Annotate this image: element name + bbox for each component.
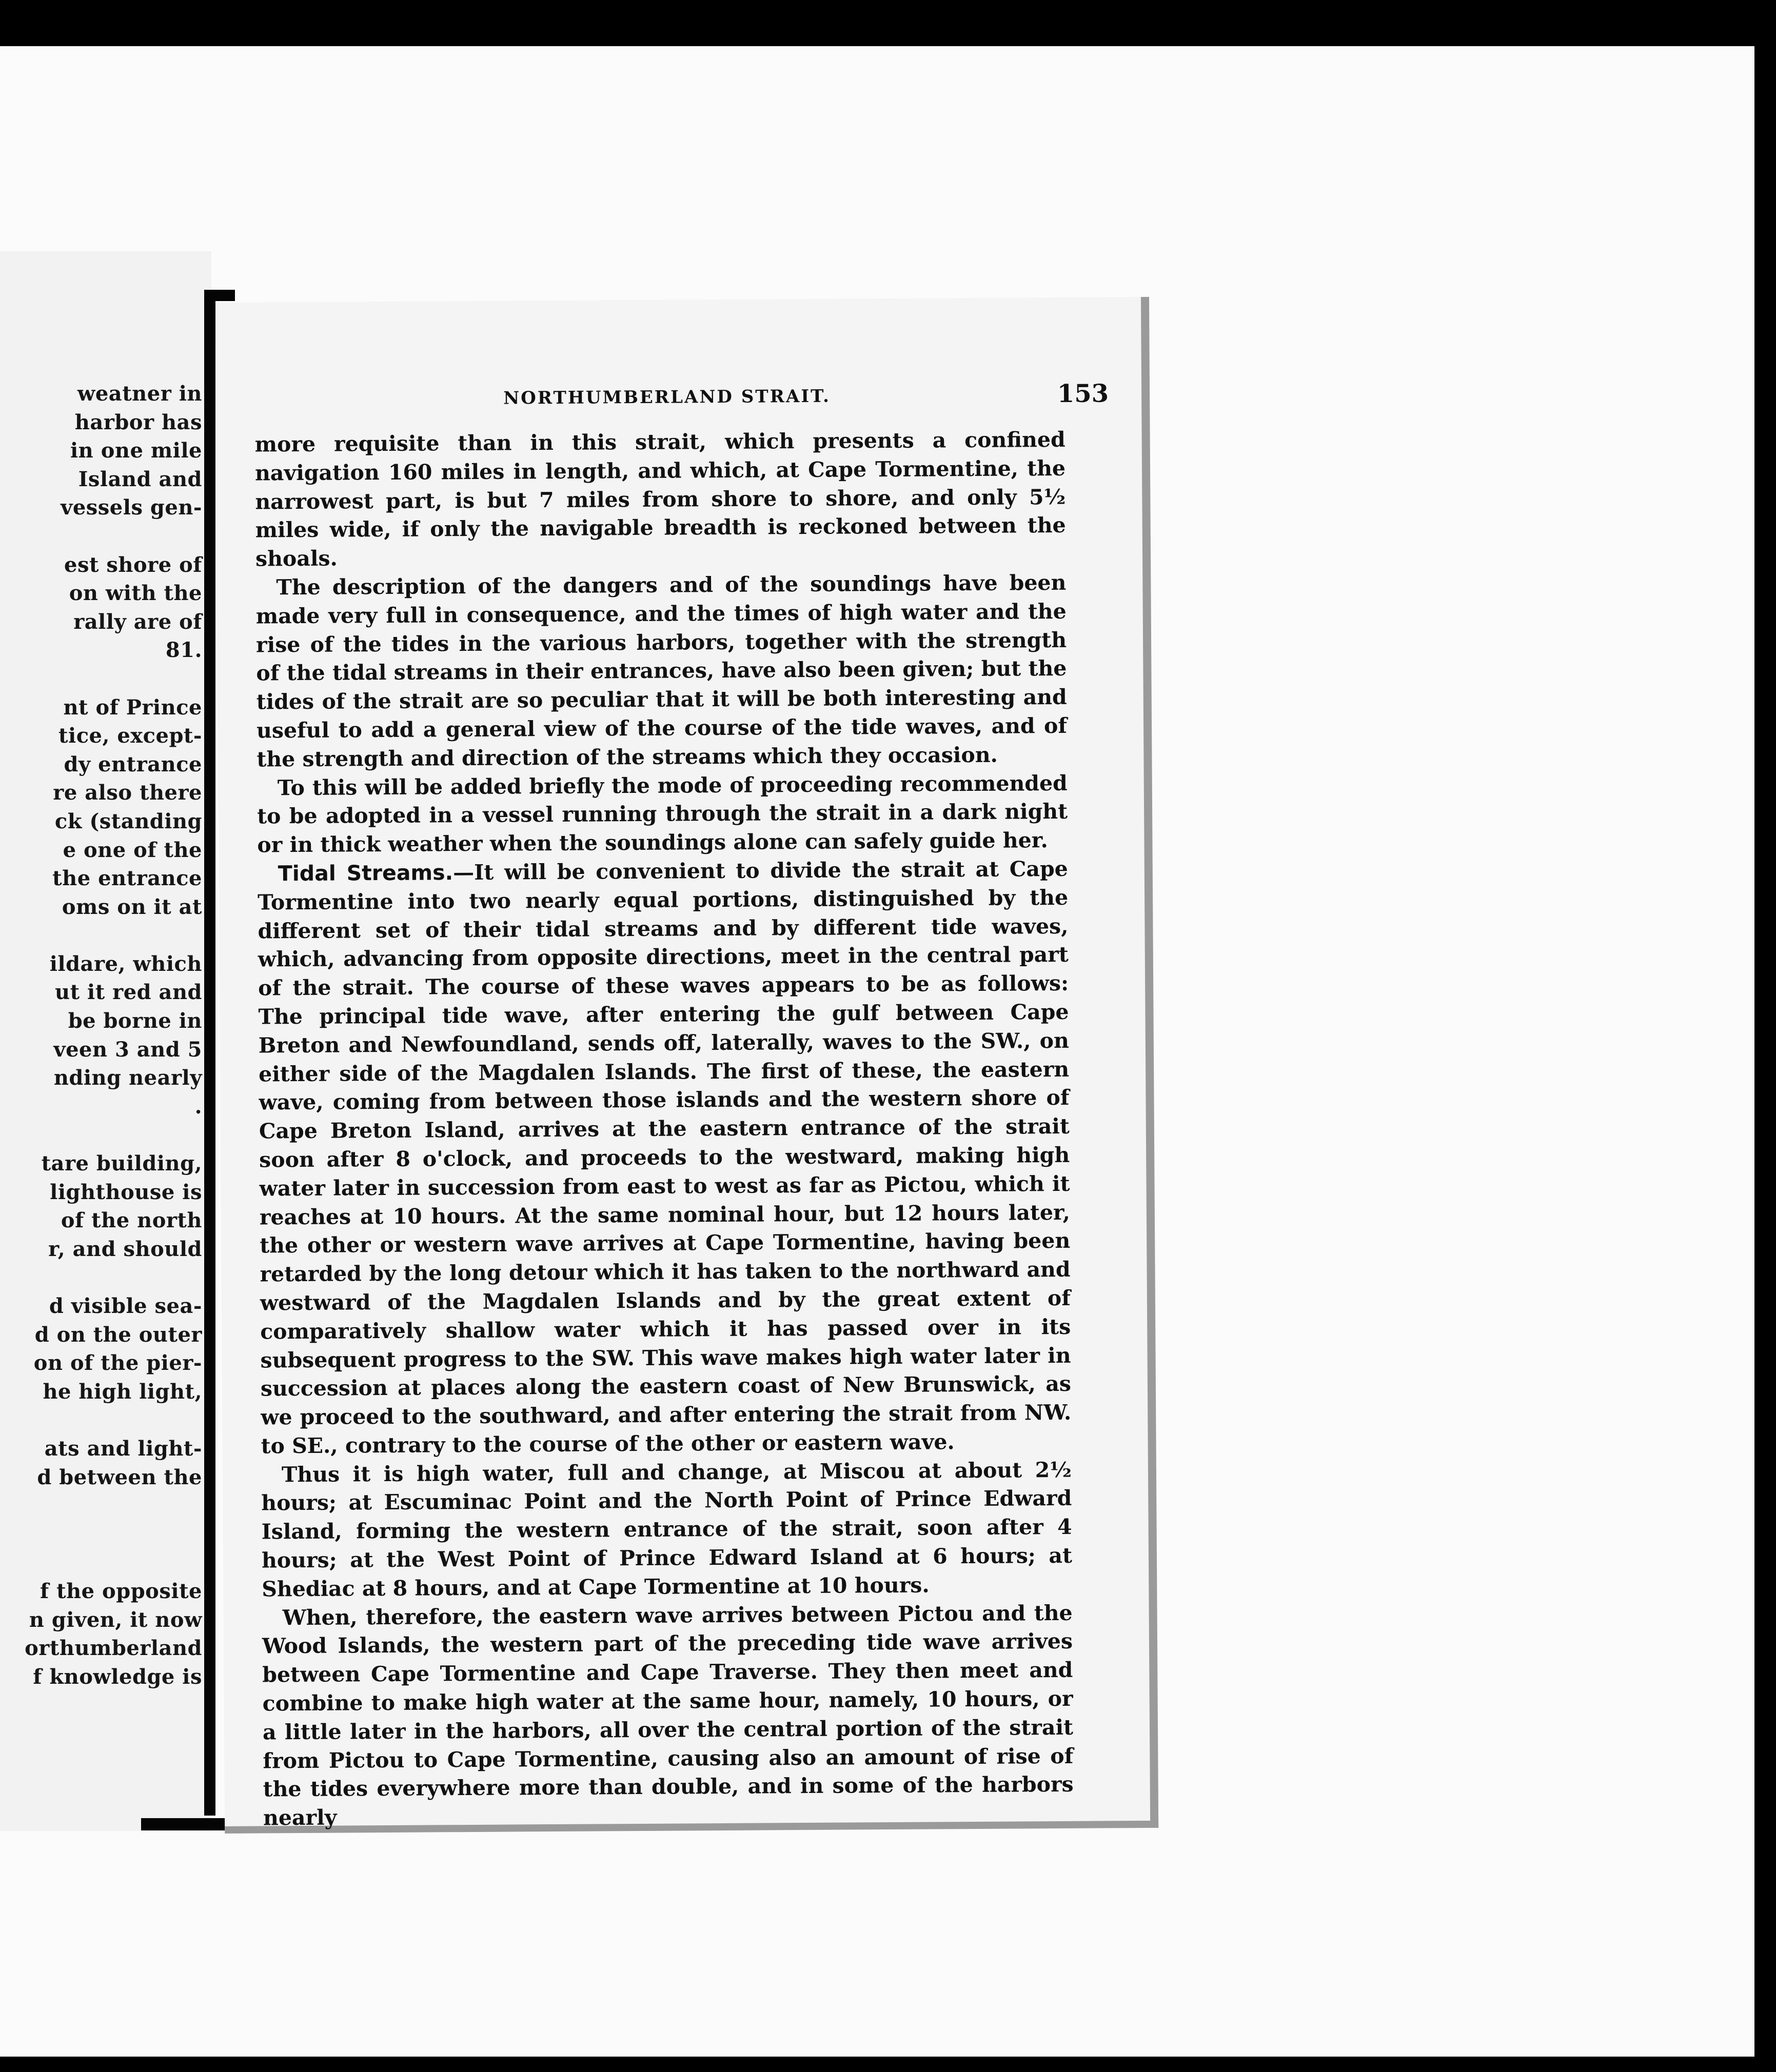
section-heading: Tidal Streams.: [278, 860, 453, 886]
left-line: on with the: [69, 581, 202, 606]
left-line-gap: [0, 665, 202, 693]
right-page: [215, 297, 1158, 1834]
page-number: 153: [1057, 379, 1109, 408]
left-line: be borne in: [68, 1009, 202, 1033]
left-line: est shore of: [64, 552, 202, 577]
left-line-gap: [0, 1406, 202, 1435]
left-line: orthumberland: [25, 1636, 202, 1661]
left-line: ildare, which: [49, 951, 202, 976]
left-line: he high light,: [43, 1379, 202, 1404]
left-line: n given, it now: [29, 1607, 202, 1632]
left-line-gap: [0, 921, 202, 950]
page-header: [216, 379, 1119, 421]
paragraph: The description of the dangers and of the soundings have been made very full in consequence, and the times of high water and the rise of the tides in the various harbors, together with the strength of the tidal streams in their entrances, have also been given; but the tides of the strait are so peculiar that it will be both interesting and useful to add a general view of the course of the tide waves, and of the strength and direction of the streams which they occasion.: [255, 570, 1068, 772]
left-line-gap: [0, 1491, 202, 1520]
left-line: f the opposite: [40, 1579, 202, 1603]
left-line: oms on it at: [62, 894, 202, 919]
paragraph: Thus it is high water, full and change, at Miscou at about 2½ hours; at Escuminac Point and the North Point of Prince Edward Island, forming the western entrance of the strait, soon after 4 hours; at the West Point of Prince Edward Island at 6 hours; at Shediac at 8 hours, and at Cape Tormentine at 10 hours.: [261, 1457, 1073, 1602]
left-line: nding nearly: [53, 1066, 202, 1090]
left-line: harbor has: [74, 410, 202, 434]
left-line: .: [194, 1094, 202, 1119]
left-line-gap: [0, 1263, 202, 1292]
left-line: rally are of: [73, 609, 202, 634]
left-line: lighthouse is: [50, 1180, 202, 1204]
left-line: tice, except-: [58, 724, 202, 748]
left-line: re also there: [53, 781, 202, 805]
left-line-gap: [0, 1548, 202, 1577]
left-line: e one of the: [63, 838, 202, 862]
paragraph: To this will be added briefly the mode of proceeding recommended to be adopted in a vessel running through the strait in a dark night or in thick weather when the soundings alone can safely guide her.: [256, 770, 1068, 858]
left-line: d between the: [37, 1465, 202, 1489]
left-line: ats and light-: [44, 1436, 202, 1461]
paragraph: When, therefore, the eastern wave arrives between Pictou and the Wood Islands, the western part of the preceding tide wave arrives between Cape Tormentine and Cape Traverse. They then meet and combine to make high water at the same hour, namely, 10 hours, or a little later in the harbors, all over the central portion of the strait from Pictou to Cape Tormentine, causing also an amount of rise of the tides everywhere more than double, and in some of the harbors nearly: [262, 1600, 1074, 1830]
left-line: r, and should: [48, 1237, 202, 1261]
paragraph: [258, 855, 1072, 1461]
left-line-gap: [0, 522, 202, 551]
left-line: 81.: [165, 638, 202, 663]
paragraph: more requisite than in this strait, which presents a confined navigation 160 miles in length, and which, at Cape Tormentine, the narrowest part, is but 7 miles from shore to shore, and only 5½ miles wide, if only the navigable breadth is reckoned between the shoals.: [254, 427, 1066, 571]
left-line: of the north: [61, 1208, 202, 1233]
left-facing-page: [0, 251, 211, 1831]
gutter-bracket: [204, 292, 215, 1816]
running-head: NORTHUMBERLAND STRAIT.: [503, 386, 831, 409]
left-line: the entrance: [52, 866, 202, 891]
left-line: in one mile: [70, 439, 202, 463]
left-line: Island and: [78, 467, 202, 491]
left-line: nt of Prince: [63, 695, 202, 720]
left-line: d on the outer: [34, 1322, 202, 1347]
left-line: f knowledge is: [33, 1664, 202, 1689]
left-line: dy entrance: [64, 752, 202, 776]
paragraph-text: —It will be convenient to divide the strait at Cape Tormentine into two nearly equal portions, distinguished by the different set of their tidal streams and by different tide waves, which, advancing from opposite directions, meet in the central part of the strait. The course of these waves appears to be as follows: The principal tide wave, after entering the gulf between Cape Breton and Newfoundland, sends off, laterally, waves to the SW., on either side of the Magdalen Islands. The first of these, the eastern wave, coming from between those islands and the western shore of Cape Breton Island, arrives at the eastern entrance of the strait soon after 8 o'clock, and proceeds to the westward, making high water later in succession from east to west as far as Pictou, which it reaches at 10 hours. At the same nominal hour, but 12 hours later, the other or western wave arrives at Cape Tormentine, having been retarded by the long detour which it has taken to the northward and westward of the Magdalen Islands and by the great extent of comparatively shallow water which it has passed over in its subsequent progress to the SW. This wave makes high water later in succession at places along the eastern coast of New Brunswick, as we proceed to the southward, and after entering the strait from NW. to SE., contrary to the course of the other or eastern wave.: [257, 856, 1072, 1459]
left-line: d visible sea-: [49, 1294, 202, 1318]
body-text: [255, 426, 1074, 1833]
left-line: weatner in: [77, 382, 202, 406]
left-line: tare building,: [41, 1151, 202, 1176]
left-page-text: [0, 380, 202, 1691]
left-line: ut it red and: [55, 980, 202, 1005]
left-line: on of the pier-: [33, 1351, 202, 1376]
left-line: veen 3 and 5: [53, 1037, 202, 1062]
left-line: ck (standing: [54, 809, 202, 833]
left-line-gap: [0, 1520, 202, 1549]
left-line-gap: [0, 1121, 202, 1149]
left-line: vessels gen-: [61, 495, 202, 520]
